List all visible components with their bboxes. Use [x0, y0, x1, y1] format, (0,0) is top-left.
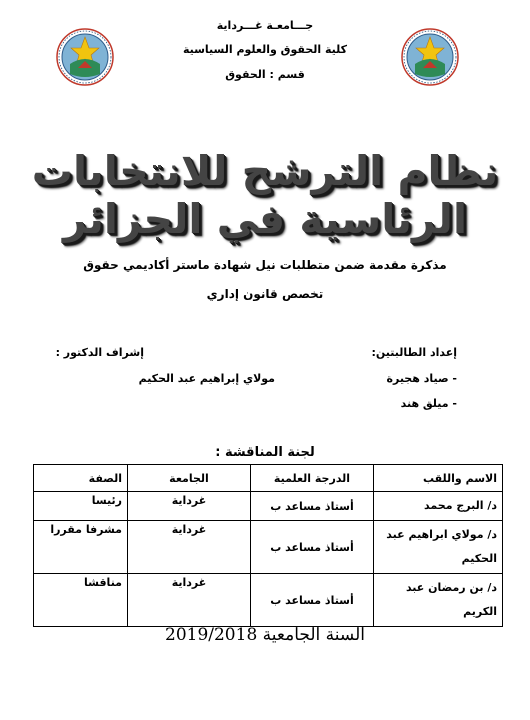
member-role: مشرفا مقررا [34, 521, 128, 574]
table-row [34, 574, 503, 627]
committee-table [33, 464, 503, 627]
university-logo-right [401, 28, 459, 86]
university-logo-left [56, 28, 114, 86]
supervisor-label: إشراف الدكتور : [55, 346, 144, 359]
member-rank: أستاذ مساعد ب [251, 574, 374, 627]
member-university: غرداية [128, 492, 251, 521]
member-name: د/ مولاي ابراهيم عبد الحكيم [374, 521, 503, 574]
member-rank: أستاذ مساعد ب [251, 521, 374, 574]
column-header: الصفة [34, 465, 128, 492]
member-name: د/ البرج محمد [374, 492, 503, 521]
department-name: قسم : الحقوق [225, 68, 305, 81]
student-name: - صياد هجيرة [386, 372, 457, 385]
member-role: مناقشا [34, 574, 128, 627]
students-label: إعداد الطالبتين: [371, 346, 457, 359]
column-header: الدرجة العلمية [251, 465, 374, 492]
table-row [34, 492, 503, 521]
column-header: الجامعة [128, 465, 251, 492]
student-name: - ميلق هند [400, 397, 457, 410]
column-header: الاسم واللقب [374, 465, 503, 492]
committee-title: لجنة المناقشة : [215, 445, 315, 460]
academic-year: السنة الجامعية 2019/2018 [165, 625, 365, 645]
member-name: د/ بن رمضان عبد الكريم [374, 574, 503, 627]
table-header-row [34, 465, 503, 492]
member-role: رئيسا [34, 492, 128, 521]
member-university: غرداية [128, 521, 251, 574]
specialty: تخصص قانون إداري [206, 287, 324, 301]
supervisor-name: مولاي إبراهيم عبد الحكيم [138, 372, 275, 385]
table-row [34, 521, 503, 574]
thesis-subtitle: مذكرة مقدمة ضمن متطلبات نيل شهادة ماستر أكاديمي حقوق [83, 258, 447, 272]
member-university: غرداية [128, 574, 251, 627]
thesis-title: نظام الترشح للانتخابات الرئاسية في الجزائر [31, 147, 499, 243]
university-name: جـــامعـة غـــرداية [216, 19, 314, 32]
faculty-name: كلية الحقوق والعلوم السياسية [182, 43, 348, 56]
member-rank: أستاذ مساعد ب [251, 492, 374, 521]
